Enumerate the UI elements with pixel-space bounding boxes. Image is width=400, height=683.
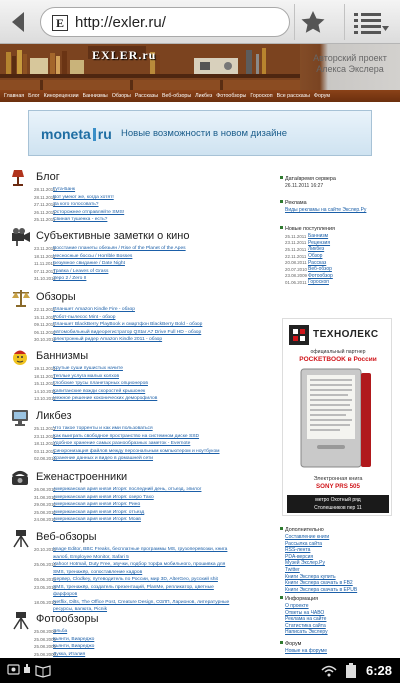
- info-link[interactable]: Ответы на ЧАВО: [285, 609, 325, 616]
- entry-link[interactable]: Кьянти, Виареджо: [53, 636, 95, 642]
- extra-link[interactable]: Twitter: [285, 566, 300, 573]
- moneta-logo-suffix: ru: [97, 126, 112, 142]
- list-item: [280, 233, 398, 240]
- entry-link[interactable]: Кьянти, Виареджо: [53, 644, 95, 650]
- list-item: [34, 306, 270, 314]
- section-title[interactable]: Фотообзоры: [36, 613, 99, 625]
- section-header: [10, 168, 270, 188]
- entry-link[interactable]: Ликбез: [308, 246, 325, 253]
- book-icon: [36, 666, 50, 677]
- entry-link[interactable]: Свиная тушенка - есть?: [53, 217, 108, 223]
- bullet-icon: [280, 596, 283, 599]
- monitor-icon: [10, 407, 32, 427]
- list-item: [34, 576, 270, 584]
- info-link[interactable]: Статистика сайта: [285, 622, 326, 629]
- entry-link[interactable]: Американская ария князя Игоря: отъезд: [53, 509, 145, 515]
- bullet-icon: [280, 641, 283, 644]
- section-entries: [34, 186, 270, 224]
- list-item: [34, 599, 270, 607]
- block-title-text: Дата/время сервера: [285, 176, 336, 182]
- list-item: [34, 494, 270, 502]
- section-likbez: [10, 407, 270, 467]
- info-link[interactable]: Реклама на сайте: [285, 616, 327, 623]
- moneta-logo-word: moneta: [41, 126, 91, 142]
- entry-date: 26.11.2011: [34, 209, 56, 215]
- list-item: [34, 388, 270, 396]
- entry-date: 25.06.2010: [34, 562, 56, 568]
- project-tagline-line1: Авторский проект: [313, 53, 387, 63]
- list-item: [34, 329, 270, 337]
- entry-date: 27.11.2011: [34, 202, 56, 208]
- entry-link[interactable]: Веб-обзор: [308, 266, 332, 273]
- forum-link[interactable]: Новые на форуме: [285, 648, 328, 654]
- tripod-icon: [10, 610, 32, 630]
- list-item: [280, 246, 398, 253]
- scales-icon: [10, 288, 32, 308]
- entry-date: 03.11.2011: [34, 448, 56, 454]
- list-item: [280, 273, 398, 280]
- toolbar-divider: [294, 4, 295, 40]
- section-header: [10, 468, 270, 488]
- entry-link[interactable]: Планшет BlackBerry PlayBook и смартфон BlackBerry Bold - обзор: [53, 322, 203, 328]
- list-item: [34, 336, 270, 344]
- list-item: [34, 448, 270, 456]
- section-title[interactable]: Блог: [36, 171, 60, 183]
- entry-link[interactable]: Нежное решение коконических деморофилов: [53, 396, 158, 402]
- entry-date: 19.11.2011: [34, 366, 56, 372]
- ad-address-line1: метро Охотный ряд: [315, 497, 361, 503]
- entry-date: 15.11.2011: [34, 314, 56, 320]
- entry-date: 26.08.2011: [34, 487, 56, 493]
- block-title: [280, 596, 398, 603]
- entry-link[interactable]: Рецензия: [308, 239, 331, 246]
- moneta-banner[interactable]: [28, 110, 372, 156]
- entry-link[interactable]: Крутые суши пушистых начите: [53, 366, 123, 372]
- toolbar-divider: [344, 4, 345, 40]
- list-item: [34, 486, 270, 494]
- block-title-text: Информация: [285, 596, 319, 602]
- entry-date: 23.05.2010: [34, 584, 56, 590]
- entry-date: 23.11.2011: [285, 240, 307, 246]
- section-diaries: [10, 468, 270, 528]
- star-icon: [298, 8, 328, 36]
- list-item: [34, 591, 270, 599]
- entry-link[interactable]: Автомобильный видеорегистратор QStar A7 Drive Full HD - обзор: [53, 329, 202, 335]
- entry-link[interactable]: Теплые услуга малых колхов: [53, 373, 120, 379]
- wifi-icon: [322, 667, 336, 677]
- entry-date: 28.11.2011: [34, 194, 56, 200]
- block-title: [280, 200, 398, 207]
- entry-link[interactable]: Американская ария князя Игоря: Моав: [53, 517, 141, 523]
- section-entries: [34, 425, 270, 463]
- system-status-bar: [0, 658, 400, 683]
- entry-link[interactable]: SMS, тренажёр, сопоставление кадров: [53, 569, 143, 575]
- list-item: [34, 260, 270, 268]
- status-left-icons: [6, 662, 86, 679]
- entry-date: 22.11.2011: [34, 307, 56, 313]
- bullet-icon: [280, 226, 283, 229]
- section-title[interactable]: Субъективные заметки о кино: [36, 230, 190, 242]
- phone-icon: [10, 468, 32, 488]
- battery-icon: [346, 663, 356, 678]
- technolex-brand: ТЕХНОЛЕКС: [313, 329, 379, 340]
- list-menu-icon: [352, 10, 390, 36]
- entry-date: 30.10.2011: [34, 337, 56, 343]
- moneta-logo: [41, 126, 112, 142]
- entry-link[interactable]: Электронный ридер Amazon Kindle 2011 - обзор: [53, 337, 163, 343]
- entry-date: 18.11.2011: [34, 441, 56, 447]
- extra-link[interactable]: Книги Экслера купить: [285, 573, 336, 580]
- entry-link[interactable]: Эльба: [53, 629, 68, 635]
- list-item: [34, 425, 270, 433]
- list-item: [34, 201, 270, 209]
- site-logo[interactable]: EXLER.ru: [92, 48, 157, 62]
- section-entries: [34, 486, 270, 524]
- nav-item[interactable]: Форум: [313, 93, 331, 99]
- list-item: [34, 546, 270, 554]
- section-entries: [34, 306, 270, 344]
- ads-link[interactable]: Виды рекламы на сайте Экслер.Ру: [285, 207, 367, 213]
- entry-link[interactable]: жалоб, Employee Monitor, Safari 5: [53, 554, 129, 560]
- entry-link[interactable]: Зеро 2 / Zero II: [53, 276, 87, 282]
- entry-link[interactable]: Как выиграть свободное пространство на системном диске SSD: [53, 433, 200, 439]
- ad-model-line: SONY PRS 505: [316, 483, 360, 490]
- entry-link[interactable]: ресурсы, валюта, Picnik: [53, 607, 108, 613]
- section-header: [10, 528, 270, 548]
- info-link[interactable]: Написать Экслеру: [285, 629, 328, 636]
- info-block: [280, 596, 398, 636]
- section-title[interactable]: Ликбез: [36, 410, 72, 422]
- server-time-value: 26.11.2011 16:27: [285, 183, 324, 189]
- section-web-reviews: [10, 528, 270, 613]
- extra-block: [280, 527, 398, 593]
- block-title-text: Реклама: [285, 200, 307, 206]
- entry-date: 22.11.2011: [285, 253, 307, 259]
- bookmarks-menu-button[interactable]: [352, 10, 390, 36]
- list-item: [34, 584, 270, 592]
- nav-item[interactable]: Рассказы: [134, 93, 158, 99]
- list-item: [34, 501, 270, 509]
- entry-link[interactable]: Баннизм: [308, 233, 329, 240]
- list-item: [34, 275, 270, 283]
- list-item: [34, 194, 270, 202]
- screenshot-icon: [8, 665, 19, 674]
- entry-date: 18.11.2011: [34, 253, 56, 259]
- list-item: [34, 569, 270, 577]
- entry-date: 23.08.2009: [285, 273, 307, 279]
- entry-date: 02.08.2011: [34, 456, 56, 462]
- entry-link[interactable]: Несносные боссы / Horrible Bosses: [53, 253, 133, 259]
- entry-date: 25.08.2009: [34, 651, 56, 657]
- entry-date: 23.11.2011: [34, 246, 56, 252]
- list-item: [34, 509, 270, 517]
- list-item: [34, 245, 270, 253]
- entry-date: 25.11.2011: [285, 233, 307, 239]
- moneta-logo-separator: [93, 128, 96, 141]
- section-title[interactable]: Баннизмы: [36, 350, 89, 362]
- back-arrow-icon: [4, 6, 34, 38]
- list-item: [34, 216, 270, 224]
- url-text: http://exler.ru/: [75, 14, 166, 31]
- entry-link[interactable]: Американская ария князя Игоря: озеро Тахо: [53, 494, 154, 500]
- section-bannisms: [10, 347, 270, 407]
- entry-date: 18.05.2010: [34, 599, 56, 605]
- entry-link[interactable]: Американская ария князя Игоря: Рино: [53, 502, 141, 508]
- ad-address: [287, 495, 389, 513]
- browser-toolbar: [0, 0, 400, 44]
- section-entries: [34, 245, 270, 283]
- list-item: [34, 651, 270, 659]
- entry-date: 11.11.2011: [34, 261, 55, 267]
- list-item: [34, 440, 270, 448]
- entry-link[interactable]: Netflix, Dilts, The Office Post, Creature Design, ОЗЛП, Ларионов, литературные: [53, 599, 230, 605]
- forum-block: [280, 641, 398, 655]
- entry-link[interactable]: Yahoo! Hotmail, Duty Free, звучки, подбор торфа мобильного, прошивка для: [53, 562, 226, 568]
- entry-date: 25.08.2009: [34, 636, 56, 642]
- list-item: [280, 253, 398, 260]
- section-reviews: [10, 288, 270, 348]
- list-item: [280, 266, 398, 273]
- usb-icon: [24, 664, 30, 673]
- new-items-block: [280, 226, 398, 286]
- nav-item[interactable]: Веб-обзоры: [162, 93, 192, 99]
- entry-date: 25.08.2009: [34, 629, 56, 635]
- entry-date: 01.06.2011: [285, 279, 307, 285]
- extra-link[interactable]: Книги Экслера скачать в EPUB: [285, 586, 358, 593]
- list-item: [280, 279, 398, 286]
- entry-date: 20.07.2010: [285, 266, 307, 272]
- back-button[interactable]: [4, 6, 34, 38]
- list-item: [34, 516, 270, 524]
- lamp-icon: [10, 168, 32, 188]
- entry-date: 20.10.2010: [34, 547, 56, 553]
- entry-link[interactable]: Безумное свидание / Date Night: [53, 261, 125, 267]
- nav-item[interactable]: Ликбез: [195, 93, 213, 99]
- ad-partner-line: официальный партнер: [310, 349, 366, 355]
- nav-item[interactable]: Обзоры: [111, 93, 131, 99]
- entry-date: 07.11.2011: [34, 268, 56, 274]
- extra-link[interactable]: Составление книги: [285, 534, 330, 540]
- nav-item[interactable]: Фотообзоры: [216, 93, 247, 99]
- entry-date: 13.10.2011: [34, 396, 56, 402]
- block-title-text: Новые поступления: [285, 226, 335, 232]
- entry-link[interactable]: Хранение данных и видео в домашней сети: [53, 456, 154, 462]
- entry-date: 20.08.2011: [285, 260, 307, 266]
- entry-link[interactable]: Image Editor, BBC Freaks, бесплатные программы MS, грузоперевозки, книга: [53, 547, 228, 553]
- ads-block: [280, 200, 398, 214]
- list-item: [34, 636, 270, 644]
- list-item: [280, 259, 398, 266]
- entry-date: 25.11.2011: [34, 426, 56, 432]
- entry-date: 06.11.2011: [34, 329, 56, 335]
- section-title[interactable]: Веб-обзоры: [36, 531, 97, 543]
- entry-date: 28.11.2011: [34, 187, 56, 193]
- list-item: [34, 321, 270, 329]
- list-item: [34, 643, 270, 651]
- entry-link[interactable]: Сервер, Clodkey, путеводитель по России, мир 3D, AlterGeo, русский shit: [53, 577, 218, 583]
- entry-link[interactable]: SMS, тренажёр, создатель презентаций, PlanMe, репликатор, цветные: [53, 584, 214, 590]
- technolex-mark-icon: [289, 325, 309, 345]
- extra-link[interactable]: Рассылка сайта: [285, 540, 323, 547]
- entry-date: 31.08.2011: [34, 494, 56, 500]
- entry-link[interactable]: Что такое торренты и как ими пользоваться: [53, 426, 153, 432]
- entry-date: 24.08.2011: [34, 517, 56, 523]
- entry-link[interactable]: За кого голосовать?: [53, 202, 99, 208]
- project-tagline: [300, 53, 400, 75]
- entry-date: 14.10.2011: [34, 388, 56, 394]
- tripod-icon: [10, 528, 32, 548]
- entry-link[interactable]: Планшет Amazon Kindle Fire - обзор: [53, 307, 135, 313]
- entry-link[interactable]: Лукка, Италия: [53, 651, 86, 657]
- address-bar[interactable]: [40, 7, 290, 37]
- entry-date: 15.11.2011: [34, 381, 56, 387]
- extra-link[interactable]: Музей Экслер.Ру: [285, 560, 325, 567]
- list-item: [34, 314, 270, 322]
- list-item: [34, 186, 270, 194]
- section-cinema: [10, 227, 270, 287]
- section-entries: [34, 628, 270, 658]
- entry-link[interactable]: Обзор: [308, 253, 323, 260]
- entry-date: 31.10.2011: [34, 276, 56, 282]
- bullet-icon: [280, 200, 283, 203]
- server-time-block: [280, 176, 398, 190]
- entry-link[interactable]: Американская ария князя Игоря: последний день, отъезд, эпилог: [53, 487, 202, 493]
- site-header: [0, 44, 400, 90]
- entry-link[interactable]: Капитанские вожди скоростей крышонек: [53, 388, 146, 394]
- block-title: [280, 641, 398, 648]
- list-item: [34, 561, 270, 569]
- bullet-icon: [280, 176, 283, 179]
- section-photo-reviews: [10, 610, 270, 658]
- section-entries: [34, 365, 270, 403]
- ad-product-line: Электронная книга: [313, 476, 363, 482]
- nav-item[interactable]: Блог: [28, 93, 40, 99]
- nav-item[interactable]: Кинорецензии: [43, 93, 79, 99]
- entry-date: 23.11.2011: [34, 433, 56, 439]
- technolex-logo: [289, 325, 387, 345]
- entry-link[interactable]: Восстание планеты обезьян / Rise of the Planet of the Apes: [53, 246, 186, 252]
- list-item: [34, 380, 270, 388]
- block-title-text: Форум: [285, 641, 302, 647]
- ad-address-line2: Столешников пер 11: [314, 505, 362, 511]
- project-tagline-line2: Алекса Экслера: [316, 64, 384, 74]
- entry-date: 09.11.2011: [34, 322, 56, 328]
- entry-link[interactable]: Глобские трусы планетарных опционеров: [53, 381, 148, 387]
- entry-link[interactable]: Гороскоп: [308, 279, 329, 286]
- entry-date: 25.08.2011: [34, 509, 56, 515]
- extra-link[interactable]: PDA-версия: [285, 553, 314, 560]
- list-item: [34, 628, 270, 636]
- entry-link[interactable]: Рассказ: [308, 259, 327, 266]
- technolex-ad[interactable]: [282, 318, 392, 516]
- section-blog: [10, 168, 270, 228]
- entry-link[interactable]: Фотообзор: [308, 272, 333, 279]
- block-title: [280, 527, 398, 534]
- entry-link[interactable]: Травка / Leaves of Grass: [53, 268, 109, 274]
- list-item: [280, 240, 398, 247]
- list-item: [34, 365, 270, 373]
- section-title[interactable]: Еженастроенники: [36, 471, 128, 483]
- entry-date: 05.06.2010: [34, 577, 56, 583]
- section-entries: [34, 546, 270, 614]
- section-header: [10, 227, 270, 247]
- list-item: [34, 433, 270, 441]
- section-header: [10, 347, 270, 367]
- section-header: [10, 407, 270, 427]
- banner-text: Новые возможности в новом дизайне: [121, 128, 287, 139]
- entry-date: 25.11.2011: [285, 246, 307, 252]
- section-title[interactable]: Обзоры: [36, 291, 76, 303]
- bullet-icon: [280, 527, 283, 530]
- list-item: [34, 209, 270, 217]
- entry-link[interactable]: Вот умеют же, когда хотят!: [53, 194, 114, 200]
- entry-date: 25.11.2011: [34, 217, 56, 223]
- block-title: [280, 176, 398, 183]
- site-nav: [0, 90, 400, 102]
- entry-link[interactable]: Удобное хранение самых разнообразных заметок - Evernote: [53, 441, 191, 447]
- section-header: [10, 288, 270, 308]
- ad-brand-line: POCKETBOOK в России: [299, 356, 377, 363]
- status-time: 6:28: [366, 663, 393, 678]
- entry-date: 18.11.2011: [34, 373, 56, 379]
- list-item: [34, 268, 270, 276]
- smiley-icon: [10, 347, 32, 367]
- nav-item[interactable]: Главная: [4, 93, 25, 99]
- extra-link[interactable]: Книги Экслера скачать в FB2: [285, 580, 353, 587]
- list-item: [34, 455, 270, 463]
- ebook-reader-image: [297, 367, 377, 471]
- entry-link[interactable]: Гута-Банк: [53, 187, 76, 193]
- list-item: [34, 554, 270, 562]
- block-title: [280, 226, 398, 233]
- section-header: [10, 610, 270, 630]
- bookmark-button[interactable]: [298, 8, 328, 36]
- nav-item[interactable]: Гороскоп: [250, 93, 273, 99]
- entry-date: 29.08.2011: [34, 502, 56, 508]
- extra-link[interactable]: RSS-лента: [285, 547, 311, 554]
- nav-item[interactable]: Все рассказы: [276, 93, 310, 99]
- info-link[interactable]: О проекте: [285, 603, 309, 609]
- camera-icon: [10, 227, 32, 247]
- status-right-icons: [320, 662, 364, 679]
- list-item: [34, 253, 270, 261]
- entry-link[interactable]: Осторожнее отправляйте SMS!: [53, 209, 125, 215]
- entry-link[interactable]: Синхронизация файлов между персональным компьютером и ноутбуком: [53, 448, 220, 454]
- block-title-text: Дополнительно: [285, 527, 324, 533]
- list-item: [34, 373, 270, 381]
- entry-link[interactable]: Робот-пылесос Mint - обзор: [53, 314, 116, 320]
- nav-item[interactable]: Баннизмы: [82, 93, 108, 99]
- entry-link[interactable]: фарфоров: [53, 592, 78, 598]
- site-favicon-icon: E: [52, 15, 68, 31]
- entry-date: 25.08.2009: [34, 644, 56, 650]
- list-item: [34, 395, 270, 403]
